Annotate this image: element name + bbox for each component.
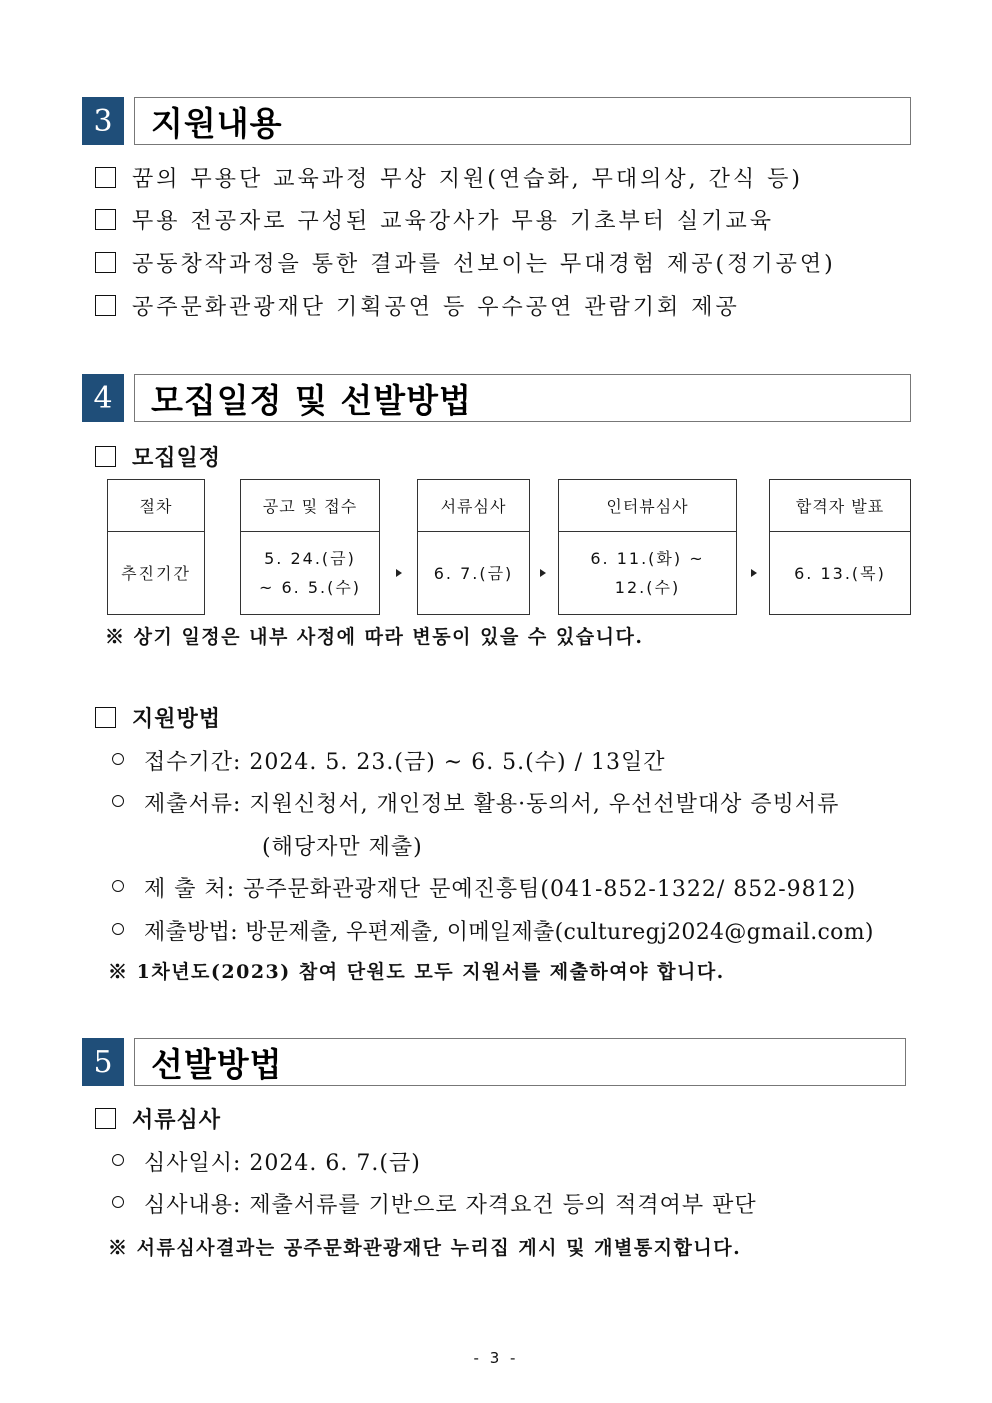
checkbox-square-icon [95, 1108, 116, 1129]
section-number: 3 [82, 97, 124, 145]
list-item: 심사일시: 2024. 6. 7.(금) [144, 1151, 421, 1176]
step-date: 12.(수) [614, 578, 681, 597]
section-number: 5 [82, 1038, 124, 1086]
step-date: 5. 24.(금) [264, 549, 356, 568]
list-item: 무용 전공자로 구성된 교육강사가 무용 기초부터 실기교육 [132, 209, 775, 234]
section-5-header [82, 1038, 906, 1086]
subsection-heading: 지원방법 [132, 706, 222, 732]
checkbox-square-icon [95, 209, 116, 230]
step-body [241, 532, 379, 614]
checkbox-square-icon [95, 252, 116, 273]
page-number: - 3 - [473, 1349, 519, 1367]
checkbox-square-icon [95, 707, 116, 728]
list-item: 심사내용: 제출서류를 기반으로 자격요건 등의 적격여부 판단 [144, 1193, 757, 1218]
list-item: 꿈의 무용단 교육과정 무상 지원(연습화, 무대의상, 간식 등) [132, 167, 803, 192]
circle-bullet-icon [112, 923, 124, 935]
list-item: 제출서류: 지원신청서, 개인정보 활용·동의서, 우선선발대상 증빙서류 [144, 792, 840, 817]
schedule-step [558, 479, 737, 615]
section-title-box [134, 374, 911, 422]
step-header: 인터뷰심사 [559, 480, 736, 532]
step-header: 합격자 발표 [770, 480, 910, 532]
schedule-label-column [107, 479, 205, 615]
schedule-step [769, 479, 911, 615]
list-item: 접수기간: 2024. 5. 23.(금) ~ 6. 5.(수) / 13일간 [144, 750, 666, 775]
list-item: 제 출 처: 공주문화관광재단 문예진흥팀(041-852-1322/ 852-9812) [144, 877, 857, 902]
step-date: ~ 6. 5.(수) [258, 578, 362, 597]
method-note: ※ 1차년도(2023) 참여 단원도 모두 지원서를 제출하여야 합니다. [108, 961, 725, 983]
list-item: 공동창작과정을 통한 결과를 선보이는 무대경험 제공(정기공연) [132, 252, 836, 277]
step-body [108, 532, 204, 614]
section-number: 4 [82, 374, 124, 422]
subsection-heading: 서류심사 [132, 1107, 222, 1133]
review-note: ※ 서류심사결과는 공주문화관광재단 누리집 게시 및 개별통지합니다. [108, 1237, 742, 1259]
schedule-note: ※ 상기 일정은 내부 사정에 따라 변동이 있을 수 있습니다. [105, 626, 644, 648]
schedule-step [240, 479, 380, 615]
section-4-header [82, 374, 911, 422]
section-title: 모집일정 및 선발방법 [151, 380, 472, 420]
arrow-right-icon [751, 569, 757, 577]
step-date: 6. 13.(목) [794, 563, 886, 583]
circle-bullet-icon [112, 795, 124, 807]
checkbox-square-icon [95, 295, 116, 316]
step-date: 6. 7.(금) [433, 563, 514, 583]
circle-bullet-icon [112, 1154, 124, 1166]
step-header: 서류심사 [418, 480, 529, 532]
arrow-right-icon [540, 569, 546, 577]
arrow-right-icon [396, 569, 402, 577]
step-date: 6. 11.(화) ~ [590, 549, 705, 568]
step-header: 절차 [108, 480, 204, 532]
checkbox-square-icon [95, 446, 116, 467]
circle-bullet-icon [112, 880, 124, 892]
step-body [770, 532, 910, 614]
schedule-step [417, 479, 530, 615]
section-title: 선발방법 [151, 1044, 283, 1084]
step-body [418, 532, 529, 614]
list-item: 제출방법: 방문제출, 우편제출, 이메일제출(culturegj2024@gmail.com) [144, 920, 874, 945]
checkbox-square-icon [95, 167, 116, 188]
circle-bullet-icon [112, 1196, 124, 1208]
step-date: 추진기간 [121, 563, 191, 583]
section-3-header [82, 97, 911, 145]
step-header: 공고 및 접수 [241, 480, 379, 532]
list-item-continuation: (해당자만 제출) [262, 835, 423, 860]
section-title: 지원내용 [151, 103, 283, 143]
section-title-box [134, 97, 911, 145]
list-item: 공주문화관광재단 기획공연 등 우수공연 관람기회 제공 [132, 295, 740, 320]
circle-bullet-icon [112, 753, 124, 765]
section-title-box [134, 1038, 906, 1086]
step-body [559, 532, 736, 614]
subsection-heading: 모집일정 [132, 445, 222, 471]
